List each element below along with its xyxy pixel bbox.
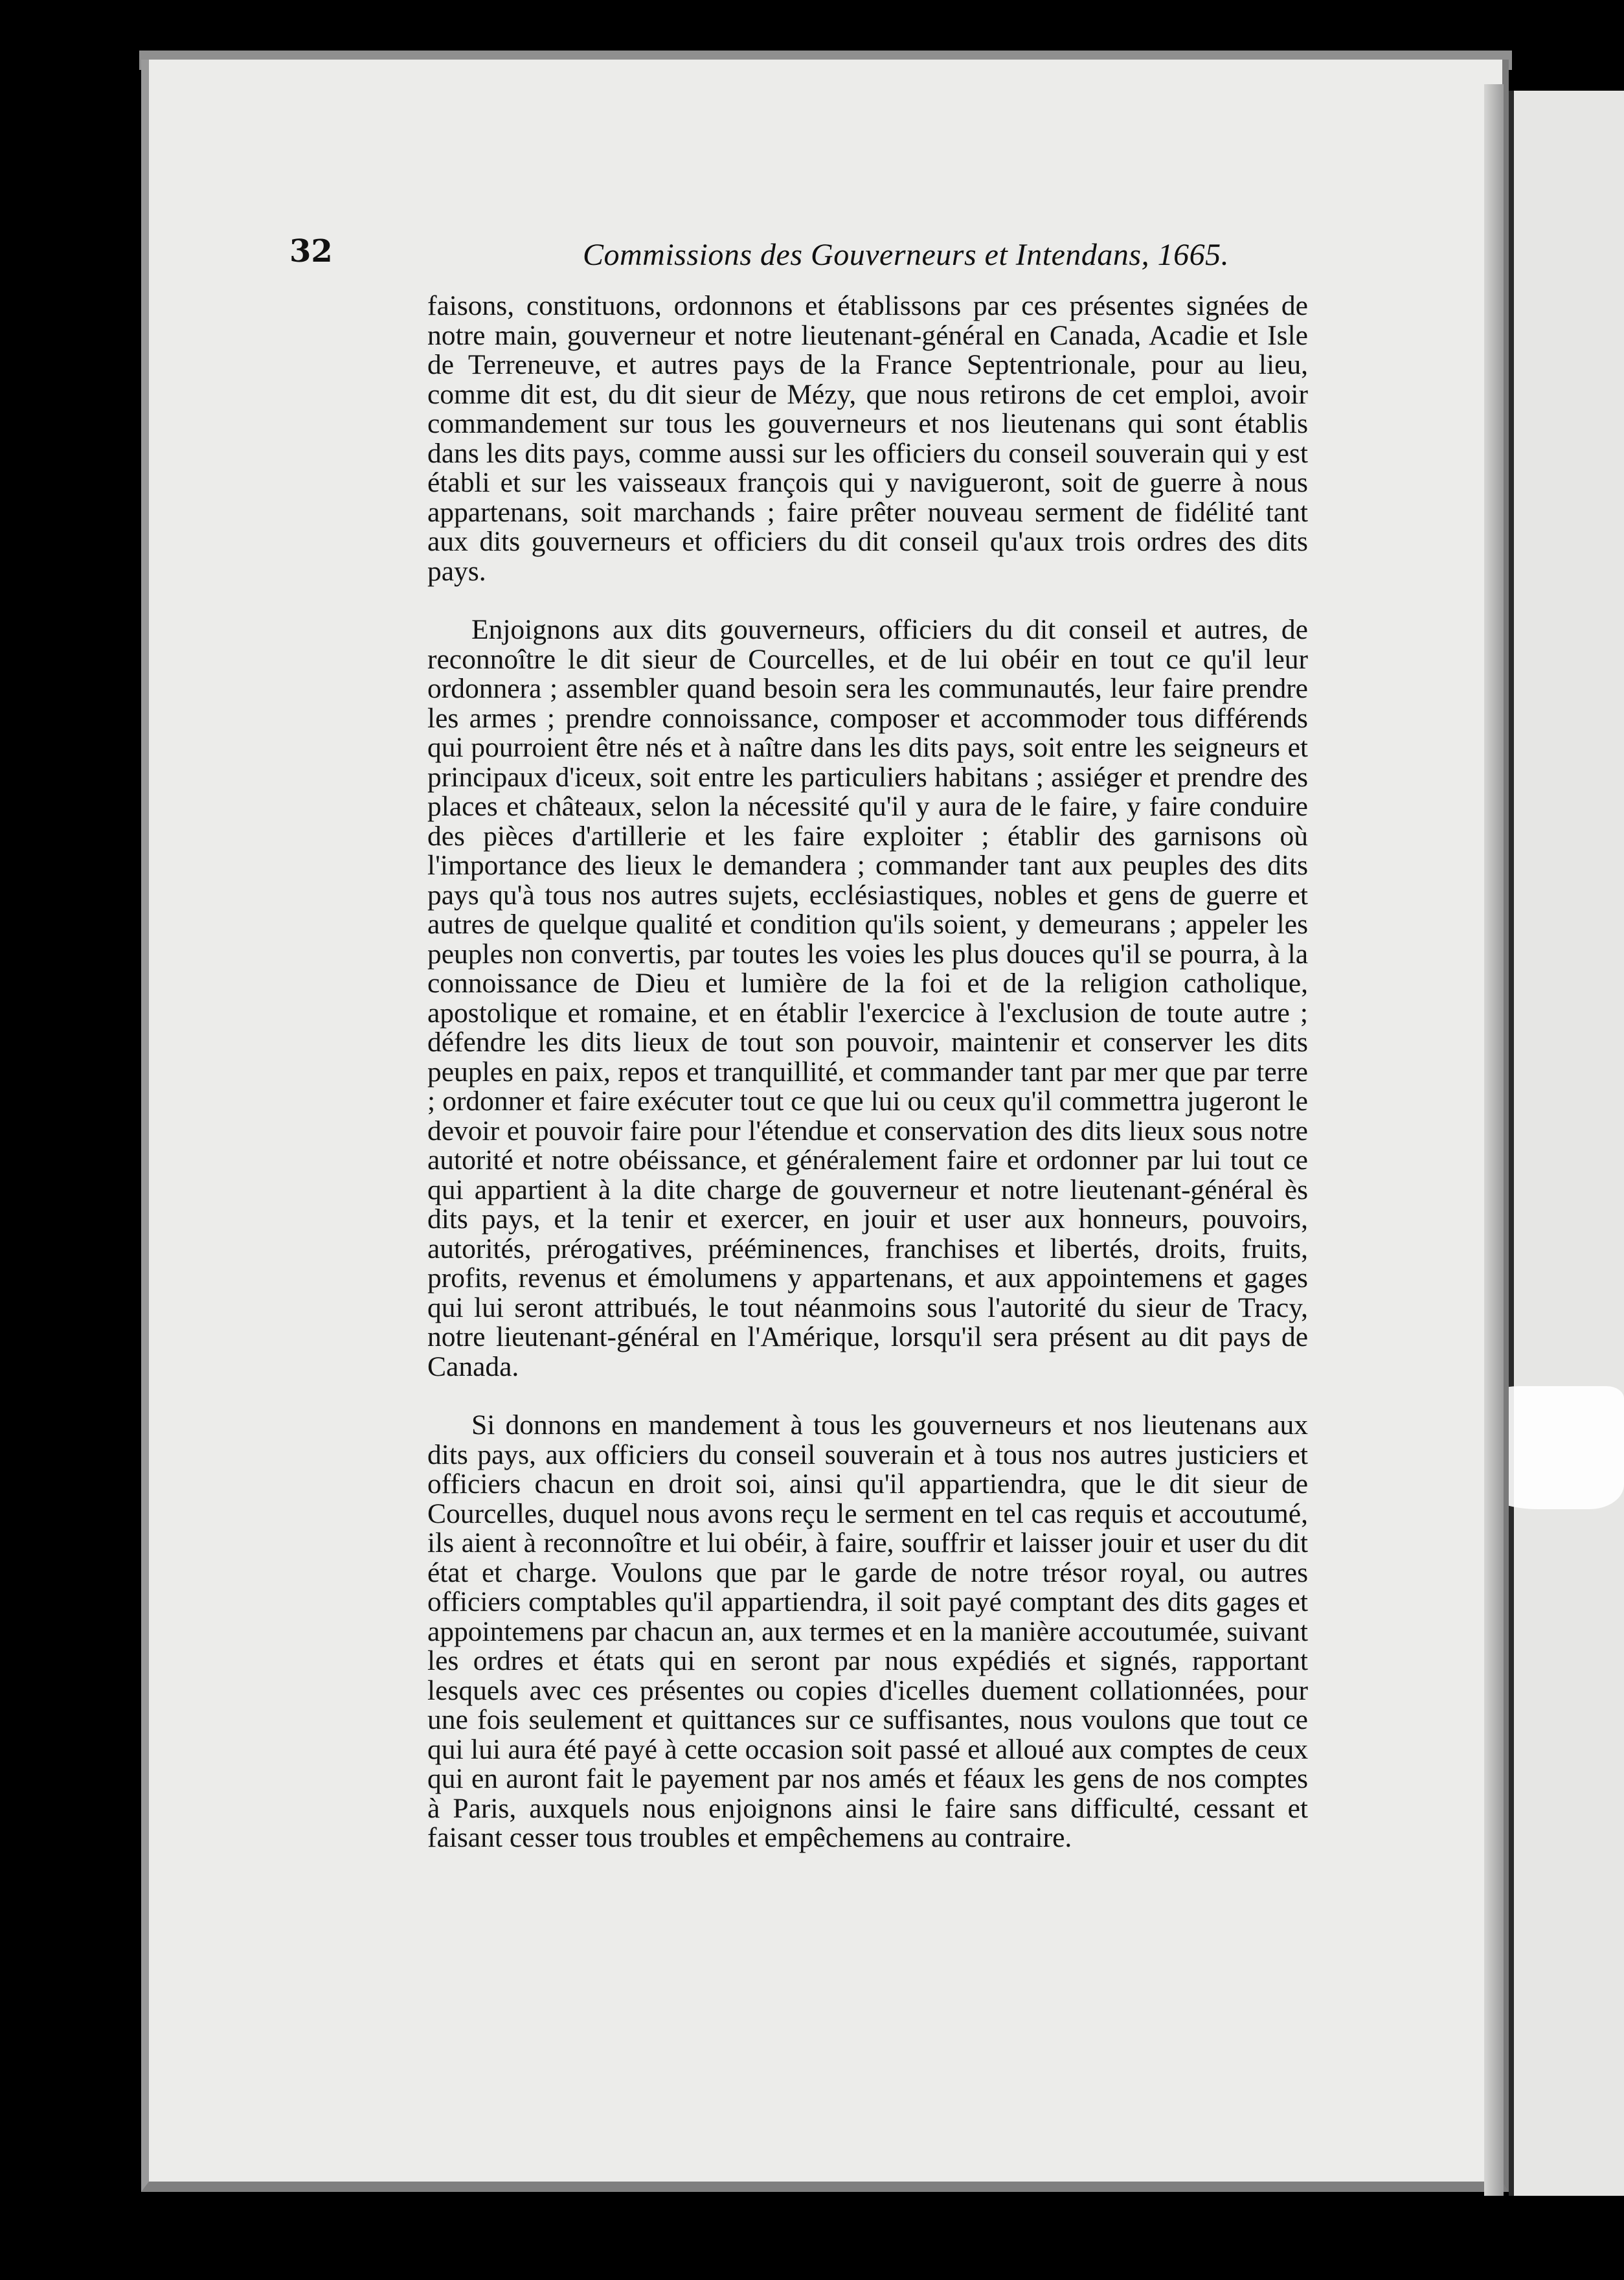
body-text bbox=[427, 291, 1308, 1853]
paragraph-enjoignons: Enjoignons aux dits gouverneurs, officiers du dit conseil et autres, de reconnoître le dit sieur de Courcelles, et de lui obéir en tout ce qu'il leur ordonnera ; assembler quand besoin sera les communautés, leur faire prendre les armes ; prendre connoissance, composer et accommoder tous différends qui pourroient être nés et à naître dans les dits pays, soit entre les seigneurs et principaux d'iceux, soit entre les particuliers habitans ; assiéger et prendre des places et châteaux, selon la nécessité qu'il y aura de le faire, y faire conduire des pièces d'artillerie et les faire exploiter ; établir des garnisons où l'importance des lieux le demandera ; commander tant aux peuples des dits pays qu'à tous nos autres sujets, ecclésiastiques, nobles et gens de guerre et autres de quelque qualité et condition qu'ils soient, y demeurans ; appeler les peuples non convertis, par toutes les voies les plus douces qu'il se pourra, à la connoissance de Dieu et lumière de la foi et de la religion catholique, apostolique et romaine, et en établir l'exercice à l'exclusion de toute autre ; défendre les dits lieux de tout son pouvoir, maintenir et conserver les dits peuples en paix, repos et tranquillité, et commander tant par mer que par terre ; ordonner et faire exécuter tout ce que lui ou ceux qu'il commettra jugeront le devoir et pouvoir faire pour l'étendue et conservation des dits lieux sous notre autorité et notre obéissance, et généralement faire et ordonner par lui tout ce qui appartient à la dite charge de gouverneur et notre lieutenant-général ès dits pays, et la tenir et exercer, en jouir et user aux honneurs, pouvoirs, autorités, prérogatives, prééminences, franchises et libertés, droits, fruits, profits, revenus et émolumens y appartenans, et aux appointemens et gages qui lui seront attribués, le tout néanmoins sous l'autorité du sieur de Tracy, notre lieutenant-général en l'Amérique, lorsqu'il sera présent au dit pays de Canada. bbox=[427, 614, 1308, 1382]
page-gutter-shadow bbox=[1484, 84, 1504, 2196]
adjacent-page-edge bbox=[1509, 91, 1624, 2196]
running-head: Commissions des Gouverneurs et Intendans, 1665. bbox=[583, 238, 1230, 272]
paragraph-si-donnons: Si donnons en mandement à tous les gouverneurs et nos lieutenans aux dits pays, aux officiers du conseil souverain et à tous nos autres justiciers et officiers chacun en droit soi, ainsi qu'il appartiendra, que le dit sieur de Courcelles, duquel nous avons reçu le serment en tel cas requis et accoutumé, ils aient à reconnoître et lui obéir, à faire, souffrir et laisser jouir et user du dit état et charge. Voulons que par le garde de notre trésor royal, ou autres officiers comptables qu'il appartiendra, il soit payé comptant des dits gages et appointemens par chacun an, aux termes et en la manière accoutumée, suivant les ordres et états qui en seront par nous expédiés et signés, rapportant lesquels avec ces présentes ou copies d'icelles duement collationnées, pour une fois seulement et quittances sur ce suffisantes, nous voulons que tout ce qui lui aura été payé à cette occasion soit passé et alloué aux comptes de ceux qui en auront fait le payement par nos amés et féaux les gens de nos comptes à Paris, auxquels nous enjoignons ainsi le faire sans difficulté, cessant et faisant cesser tous troubles et empêchemens au contraire. bbox=[427, 1409, 1308, 1853]
page-number: 32 bbox=[289, 233, 333, 269]
paragraph-continuation: faisons, constituons, ordonnons et établissons par ces présentes signées de notre main, gouverneur et notre lieutenant-général en Canada, Acadie et Isle de Terreneuve, et autres pays de la France Septentrionale, pour au lieu, comme dit est, du dit sieur de Mézy, que nous retirons de cet emploi, avoir commandement sur tous les gouverneurs et nos lieutenans qui sont établis dans les dits pays, comme aussi sur les officiers du conseil souverain qui y est établi et sur les vaisseaux françois qui y navigueront, soit de guerre à nous appartenans, soit marchands ; faire prêter nouveau serment de fidélité tant aux dits gouverneurs et officiers du dit conseil qu'aux trois ordres des dits pays. bbox=[427, 290, 1308, 587]
